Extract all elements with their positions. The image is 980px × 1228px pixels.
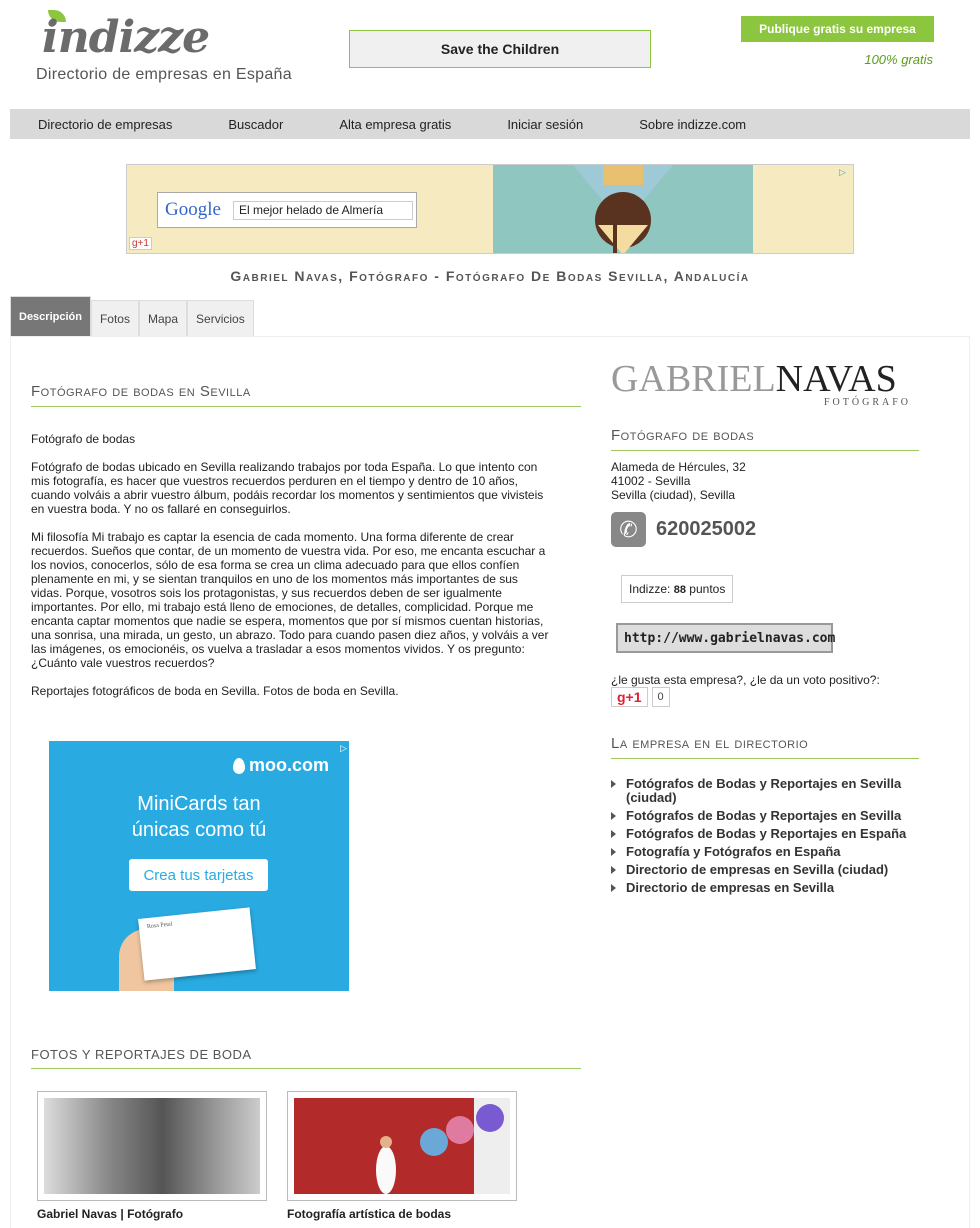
- ad-search-box[interactable]: [157, 192, 417, 228]
- gplus-vote: [611, 687, 670, 707]
- publish-company-button[interactable]: Publique gratis su empresa: [741, 16, 934, 42]
- publish-note: 100% gratis: [864, 52, 933, 67]
- address-line: 41002 - Sevilla: [611, 474, 691, 488]
- tab-fotos[interactable]: Fotos: [91, 300, 139, 336]
- moo-ad[interactable]: [49, 741, 349, 991]
- directory-list: [611, 777, 911, 899]
- tab-bar: [10, 296, 254, 336]
- site-tagline: Directorio de empresas en España: [36, 66, 292, 83]
- photo-gallery: [37, 1091, 517, 1221]
- nav-item-about[interactable]: Sobre indizze.com: [639, 116, 747, 132]
- description-paragraph: Fotógrafo de bodas ubicado en Sevilla realizando trabajos por toda España. Lo que intento con mis fotografía, es hacer que vuestros recuerdos perduren en el tiempo y dentro de 10 años, cuando volváis a abrir vuestro álbum, podáis recordar los momentos y sentimientos que vivisteis en vuestra boda. Y no os fallaré en conseguirlos.: [31, 460, 544, 516]
- tab-servicios[interactable]: Servicios: [187, 300, 254, 336]
- directory-link[interactable]: Directorio de empresas en Sevilla (ciudad): [611, 863, 911, 877]
- photo-frame[interactable]: [37, 1091, 267, 1201]
- address-line: Sevilla (ciudad), Sevilla: [611, 488, 736, 502]
- points-label: Indizze:: [629, 582, 671, 596]
- points-value: 88: [673, 584, 686, 596]
- business-logo: [611, 357, 911, 408]
- website-link[interactable]: http://www.gabrielnavas.com: [616, 623, 833, 653]
- phone-icon: ✆: [611, 512, 646, 547]
- phone-number[interactable]: 620025002: [656, 518, 757, 540]
- gplus-button[interactable]: g+1: [611, 687, 648, 707]
- description-paragraph: Mi filosofía Mi trabajo es captar la esencia de cada momento. Una forma diferente de crear recuerdos. Sueños que contar, de un momento de vuestra vida. Por eso, me encanta escuchar a los novios, conocerlos, sólo de esa forma se crea un clima adecuado para que ellos confíen plenamente en mi, y se sientan tranquilos en uno de los momentos más importantes de sus vidas. Porque, vosotros sois los protagonistas, y sus recuerdos deben de ser igualmente importantes. Por ello, mi trabajo está lleno de emociones, de detalles, complicidad. Porque me encanta captar momentos que nadie se espera, momentos que por sí mismos cuentan historias, una sonrisa, una mirada, un gesto, un abrazo. Todo para cuando pasen diez años, y volváis a ver las imágenes, os emocionéis, os vuelva a trasladar a esos momentos vividos. Y os pregunto: ¿Cuánto vale vuestros recuerdos?: [31, 530, 549, 670]
- adchoices-icon[interactable]: ▷: [839, 167, 846, 177]
- photos-heading: FOTOS Y REPORTAJES DE BODA: [31, 1047, 581, 1069]
- directory-link[interactable]: Fotógrafos de Bodas y Reportajes en Sevilla: [611, 809, 911, 823]
- points-badge: [621, 575, 733, 603]
- description-body: [31, 432, 551, 712]
- tab-mapa[interactable]: Mapa: [139, 300, 187, 336]
- nav-item-buscador[interactable]: Buscador: [228, 116, 284, 132]
- photo-caption[interactable]: Gabriel Navas | Fotógrafo: [37, 1207, 184, 1221]
- photo-caption[interactable]: Fotografía artística de bodas: [287, 1207, 452, 1221]
- featured-box[interactable]: Save the Children: [349, 30, 651, 68]
- business-address: [611, 460, 746, 502]
- directory-link[interactable]: Fotografía y Fotógrafos en España: [611, 845, 911, 859]
- main-nav: [10, 109, 970, 139]
- google-logo: Google: [165, 199, 221, 220]
- moo-headline-2: únicas como tú: [131, 819, 267, 841]
- site-logo[interactable]: indizze: [42, 12, 210, 63]
- nav-item-login[interactable]: Iniciar sesión: [507, 116, 584, 132]
- tab-descripcion[interactable]: Descripción: [10, 296, 91, 336]
- logo-subtitle: FOTÓGRAFO: [823, 397, 911, 408]
- photo-frame[interactable]: [287, 1091, 517, 1201]
- points-suffix: puntos: [689, 582, 726, 596]
- gplus-count: 0: [652, 687, 670, 707]
- photo-card[interactable]: [287, 1091, 517, 1221]
- page-title: Gabriel Navas, Fotógrafo - Fotógrafo De Bodas Sevilla, Andalucía: [230, 268, 750, 284]
- ad-gplus-button[interactable]: g+1: [129, 237, 152, 250]
- moo-headline-1: MiniCards tan: [137, 793, 261, 815]
- description-paragraph: Fotógrafo de bodas: [31, 432, 136, 446]
- directory-link[interactable]: Directorio de empresas en Sevilla: [611, 881, 911, 895]
- logo-last-name: NAVAS: [775, 358, 897, 400]
- moo-cta-button[interactable]: Crea tus tarjetas: [129, 859, 268, 891]
- business-card-illustration: [138, 907, 256, 980]
- moo-logo: moo.com: [249, 755, 330, 775]
- nav-item-directorio[interactable]: Directorio de empresas: [38, 116, 173, 132]
- directory-link[interactable]: Fotógrafos de Bodas y Reportajes en Sevilla (ciudad): [611, 777, 911, 805]
- ad-search-query[interactable]: El mejor helado de Almería: [233, 201, 413, 220]
- directory-heading: La empresa en el directorio: [611, 735, 919, 759]
- logo-first-name: GABRIEL: [611, 358, 776, 400]
- top-ad-banner[interactable]: [126, 164, 854, 254]
- directory-link[interactable]: Fotógrafos de Bodas y Reportajes en España: [611, 827, 911, 841]
- business-category: Fotógrafo de bodas: [611, 427, 919, 451]
- content-panel: [10, 336, 970, 1228]
- like-question: ¿le gusta esta empresa?, ¿le da un voto positivo?:: [611, 673, 880, 687]
- moo-drop-icon: [233, 758, 245, 774]
- photo-thumbnail[interactable]: [294, 1098, 510, 1194]
- ad-illustration: [473, 165, 773, 254]
- adchoices-icon[interactable]: ▷: [340, 743, 347, 753]
- description-heading: Fotógrafo de bodas en Sevilla: [31, 383, 581, 407]
- card-name: Rosa Petal: [146, 921, 173, 931]
- description-paragraph: Reportajes fotográficos de boda en Sevilla. Fotos de boda en Sevilla.: [31, 684, 399, 698]
- business-phone: [611, 512, 756, 547]
- balloons-illustration: [294, 1098, 510, 1194]
- photo-thumbnail[interactable]: [44, 1098, 260, 1194]
- address-line: Alameda de Hércules, 32: [611, 460, 746, 474]
- site-header: [0, 0, 980, 105]
- nav-item-alta[interactable]: Alta empresa gratis: [339, 116, 452, 132]
- photo-card[interactable]: [37, 1091, 267, 1221]
